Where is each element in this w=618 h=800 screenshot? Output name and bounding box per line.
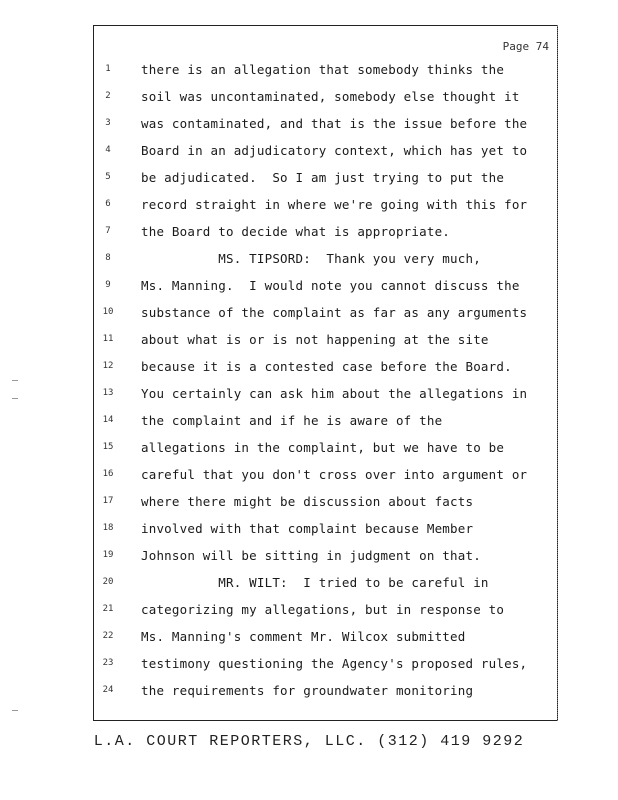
transcript-line: record straight in where we're going with this for [141, 197, 528, 212]
transcript-line: the complaint and if he is aware of the [141, 413, 443, 428]
margin-mark [12, 380, 18, 381]
court-reporter-footer: L.A. COURT REPORTERS, LLC. (312) 419 9292 [93, 733, 525, 750]
line-number: 15 [102, 442, 114, 452]
transcript-line: be adjudicated. So I am just trying to put the [141, 170, 505, 185]
transcript-line: Johnson will be sitting in judgment on that. [141, 548, 481, 563]
line-number: 2 [105, 91, 111, 101]
transcript-line: You certainly can ask him about the allegations in [141, 386, 528, 401]
line-number: 7 [105, 226, 111, 236]
transcript-line: allegations in the complaint, but we have to be [141, 440, 505, 455]
line-number: 8 [105, 253, 111, 263]
transcript-line: the Board to decide what is appropriate. [141, 224, 451, 239]
page-number: Page 74 [502, 40, 549, 53]
margin-mark [12, 710, 18, 711]
transcript-line: where there might be discussion about facts [141, 494, 474, 509]
transcript-line: Ms. Manning's comment Mr. Wilcox submitted [141, 629, 466, 644]
line-number: 4 [105, 145, 111, 155]
transcript-line: MS. TIPSORD: Thank you very much, [141, 251, 481, 266]
transcript-line: MR. WILT: I tried to be careful in [141, 575, 489, 590]
transcript-line: substance of the complaint as far as any arguments [141, 305, 528, 320]
transcript-line: categorizing my allegations, but in response to [141, 602, 505, 617]
transcript-line: careful that you don't cross over into argument or [141, 467, 528, 482]
line-number: 14 [102, 415, 114, 425]
line-number: 17 [102, 496, 114, 506]
line-number: 24 [102, 685, 114, 695]
line-number: 1 [105, 64, 111, 74]
line-number: 10 [102, 307, 114, 317]
line-number: 18 [102, 523, 114, 533]
line-number: 3 [105, 118, 111, 128]
margin-mark [12, 398, 18, 399]
transcript-line: involved with that complaint because Member [141, 521, 474, 536]
page-edge [557, 25, 562, 721]
line-number: 19 [102, 550, 114, 560]
line-number: 13 [102, 388, 114, 398]
transcript-line: because it is a contested case before the Board. [141, 359, 512, 374]
transcript-line: was contaminated, and that is the issue before the [141, 116, 528, 131]
transcript-line: there is an allegation that somebody thinks the [141, 62, 505, 77]
transcript-line: soil was uncontaminated, somebody else thought it [141, 89, 520, 104]
line-number: 9 [105, 280, 111, 290]
line-number: 21 [102, 604, 114, 614]
line-number: 23 [102, 658, 114, 668]
line-number: 20 [102, 577, 114, 587]
line-number: 11 [102, 334, 114, 344]
line-number: 5 [105, 172, 111, 182]
line-number: 12 [102, 361, 114, 371]
transcript-line: Board in an adjudicatory context, which has yet to [141, 143, 528, 158]
line-number: 6 [105, 199, 111, 209]
line-number: 16 [102, 469, 114, 479]
transcript-line: testimony questioning the Agency's proposed rules, [141, 656, 528, 671]
transcript-line: the requirements for groundwater monitoring [141, 683, 474, 698]
transcript-line: Ms. Manning. I would note you cannot discuss the [141, 278, 520, 293]
transcript-line: about what is or is not happening at the site [141, 332, 489, 347]
line-number: 22 [102, 631, 114, 641]
